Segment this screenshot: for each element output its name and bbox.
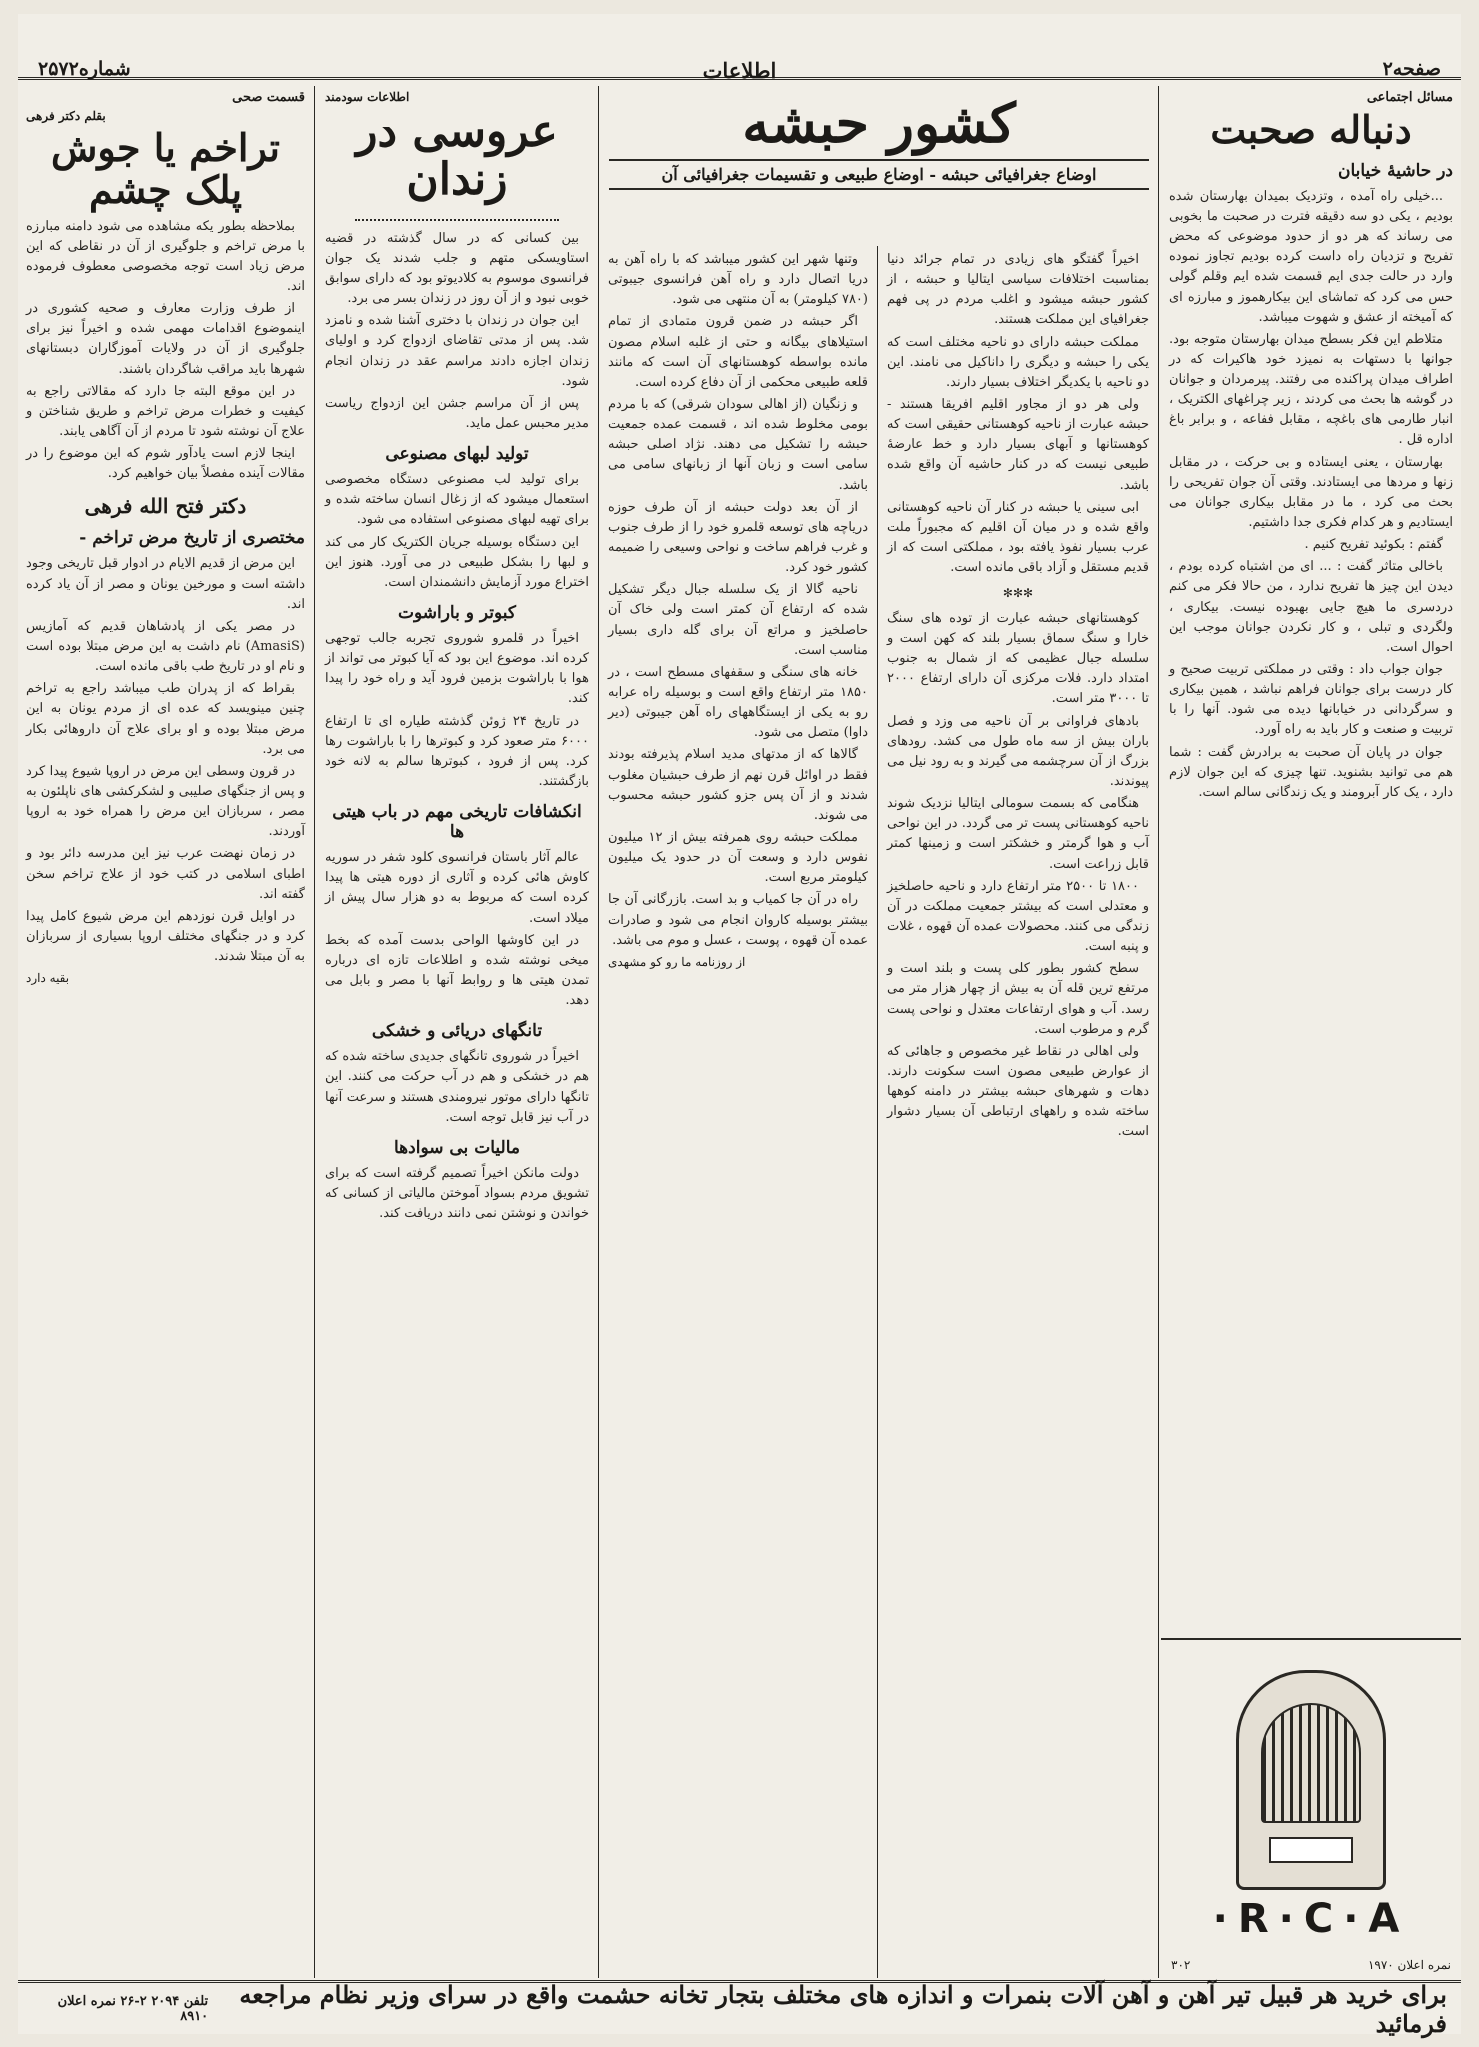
article-body (1169, 187, 1453, 803)
section-kicker: مسائل اجتماعی (1366, 90, 1453, 105)
paragraph: اخیراً در قلمرو شوروی تجربه جالب توجهی کرده اند. موضوع این بود که آیا کبوتر می تواند از هوا با باراشوت بزمین فرود آید و راه خود را پیدا کند. (325, 631, 589, 707)
paragraph: و زنگیان (از اهالی سودان شرقی) که با مردم بومی مخلوط شده اند ، قسمت عمده جمعیت حبشه را تشکیل می دهند. نژاد اصلی حبشه سامی است و زبان آنها از زبانهای سامی می باشد. (608, 396, 868, 493)
paragraph: اینجا لازم است یادآور شوم که این موضوع را در مقالات آینده مفصلاً بیان خواهیم کرد. (26, 446, 305, 482)
paragraph: مملکت حبشه دارای دو ناحیه مختلف است که یکی را حبشه و دیگری را داناکیل می نامند. این دو ناحیه با یکدیگر اختلاف بسیار دارند. (887, 334, 1149, 390)
paragraph: خانه های سنگی و سقفهای مسطح است ، در ۱۸۵۰ متر ارتفاع واقع است و بوسیله راه عرابه رو به یکی از ایستگاههای راه آهن جیبوتی (دیر داوا) متصل می شود. (608, 664, 868, 741)
paragraph: بادهای فراوانی بر آن ناحیه می وزد و فصل باران بیش از سه ماه طول می کشد. رودهای بزرگ از آن سرچشمه می گیرند و به رود نیل می پیوندند. (887, 713, 1149, 789)
paragraph: بقراط که از پدران طب میباشد راجع به تراخم چنین مینویسد که عده ای از مردم یونان به این مرض مبتلا بوده و او برای علاج آن داروهائی بکار می برد. (26, 681, 305, 757)
banner-text: برای خرید هر قبیل تیر آهن و آهن آلات بنمرات و اندازه های مختلف بتجار تخانه حشمت واقع در سرای وزیر نظام مراجعه فرمائید (239, 1979, 1447, 2038)
paragraph: ولی هر دو از مجاور اقلیم افریقا هستند - حبشه عبارت از ناحیه کوهستانی حقیقی است که کوهستانها و آبهای بسیار دارد و خط عارضهٔ طبیعی نیست که در کنار حاشیه آن واقع شده باشد. (887, 396, 1149, 493)
paragraph: ابی سینی یا حبشه در کنار آن ناحیه کوهستانی واقع شده و در میان آن اقلیم که مجبوراً ملت عرب بسیار نفوذ یافته بود ، مملکتی است که از قدیم مستقل و آزاد باقی مانده است. (887, 499, 1149, 576)
section-kicker: اطلاعات سودمند (325, 90, 410, 104)
ad-code: نمره اعلان ۱۹۷۰ (1367, 1958, 1451, 1972)
radio-icon (1236, 1670, 1386, 1890)
paragraph: این دستگاه بوسیله جریان الکتریک کار می کند و لبها را بشکل طبیعی در می آورد. هنوز این اختراع مورد آزمایش دانشمندان است. (325, 534, 589, 590)
paragraph: در تاریخ ۲۴ ژوئن گذشته طیاره ای تا ارتفاع ۶۰۰۰ متر صعود کرد و کبوترها را با باراشوت رها کرد. پس از فرود ، کبوترها سالم به لانه خود بازگشتند. (325, 713, 589, 790)
paragraph: در قرون وسطی این مرض در اروپا شیوع پیدا کرد و پس از جنگهای صلیبی و لشکرکشی های ناپلئون به مصر ، سربازان این مرض را همراه خود به اروپا آوردند. (26, 763, 305, 840)
paragraph: اخیراً گفتگو های زیادی در تمام جرائد دنیا بمناسبت اختلافات سیاسی ایتالیا و حبشه ، از کشور حبشه میشود و اغلب مردم در پی فهم جغرافیای این مملکت هستند. (887, 252, 1149, 328)
column-divider (314, 86, 315, 1978)
article-headline: تراخم یا جوش پلک چشم (50, 125, 280, 212)
paragraph: متلاطم این فکر بسطح میدان بهارستان متوجه بود. جوانها با دستهات به نمیزد خود هاکیرات که در اطراف میدان پراکنده می رفتند. پیرمردان و جوانان در گوشه ها بحث می کردند ، زیر چراغهای الکتریک ، انبار طارمی های باغچه ، مقابل ففاعه ، و برابر باغ اداره قل . (1169, 331, 1453, 448)
paragraph: دولت مانکن اخیراً تصمیم گرفته است که برای تشویق مردم بسواد آموختن مالیاتی از کسانی که خواندن و نوشتن نمی دانند دریافت کند. (325, 1165, 589, 1222)
section-divider: ✻✻✻ (1002, 586, 1034, 601)
article-subhead: مالیات بی سوادها (394, 1137, 520, 1158)
article-subhead: کبوتر و باراشوت (397, 603, 517, 624)
paragraph: بملاحظه بطور یکه مشاهده می شود دامنه مبارزه با مرض تراخم و جلوگیری از آن در نقاطی که این مرض زیاد است توجه مخصوصی معطوف فرموده اند. (26, 218, 305, 295)
ad-brand: R·C·A· (1212, 1896, 1410, 1942)
paragraph: وتنها شهر این کشور میباشد که با راه آهن به دریا اتصال دارد و راه آهن فرانسوی جیبوتی (۷۸۰ کیلومتر) به آن منتهی می شود. (608, 252, 868, 308)
ad-code-secondary: ۳۰۲ (1171, 1958, 1191, 1972)
paragraph: ...خیلی راه آمده ، وتزدیک بمیدان بهارستان شده بودیم ، یکی دو سه دقیقه فترت در صحبت ما بخوبی می رساند که هر دو از حدود موضوعی که محض تفریح و تزدیان راه داست کرده بودیم تجاوز نموده وارد در حالت جدی ایم قسمت شده ایم وقلم گولی حس می کرد که تماشای این بیکارهموز و مبارزه ای که آمیخته از عشق و شهوت میباشد. (1169, 188, 1453, 325)
habasha-header (601, 86, 1157, 246)
paragraph: عالم آثار باستان فرانسوی کلود شفر در سوریه کاوش هائی کرده و آثاری از دوره هیتی ها پیدا کرده است که مربوط به دو هزار سال پیش از میلاد است. (325, 850, 589, 926)
article-headline: کشور حبشه (742, 91, 1016, 155)
paragraph: برای تولید لب مصنوعی دستگاه مخصوصی استعمال میشود که از زغال انسان ساخته شده و برای تهیه لبهای مصنوعی استفاده می شود. (325, 472, 589, 528)
paragraph: باخالی متاثر گفت : ... ای من اشتباه کرده بودم ، دیدن این چیز ها تفریح ندارد ، من حالا فکر می کنم دردسری ما هیچ جایی بهبوده نیست. بیکاری ، ولگردی و تبلی ، و کار نکردن جوانان موجب این احوال است. (1169, 559, 1453, 655)
article-subhead: تولید لبهای مصنوعی (385, 444, 529, 465)
article-subhead: انکشافات تاریخی مهم در باب هیتی ها (332, 802, 582, 843)
masthead (18, 14, 1461, 83)
paragraph: در زمان نهضت عرب نیز این مدرسه دائر بود و اطبای اسلامی در کتب خود از علاج تراخم سخن گفته اند. (26, 846, 305, 902)
paragraph: اخیراً در شوروی تانگهای جدیدی ساخته شده که هم در خشکی و هم در آب حرکت می کنند. این تانگها دارای موتور نیرومندی هستند و سرعت آنها در آب نیز قابل توجه است. (325, 1049, 589, 1125)
column-useful-info (317, 86, 597, 1978)
paragraph: جوان در پایان آن صحبت به برادرش گفت : شما هم می توانید بشنوید. تنها چیزی که این جوان لازم دارد ، یک کار آبرومند و یک زندگانی سالم است. (1169, 744, 1453, 800)
radio-dial (1269, 1837, 1353, 1863)
article-byline: بقلم دکتر فرهی (26, 109, 106, 123)
paragraph: از طرف وزارت معارف و صحیه کشوری در اینموضوع اقدامات مهمی شده و اخیراً نیز برای جلوگیری از آن در ولایات آموزگاران دبستانهای شهرها باید مراقب شاگردان باشند. (26, 301, 305, 377)
paragraph: در این موقع البته جا دارد که مقالاتی راجع به کیفیت و خطرات مرض تراخم و طریق شناختن و علاج آن نوشته شود تا مردم از آن آگاهی یابند. (26, 383, 305, 439)
paragraph: گفتم : بکوئید تفریح کنیم . (1304, 537, 1443, 553)
article-headline: عروسی در زندان (356, 106, 558, 206)
paragraph: در مصر یکی از پادشاهان قدیم که آمازیس (AmasiS) نام داشت به این مرض مبتلا بوده است و نام او در تاریخ طب باقی مانده است. (26, 618, 305, 675)
paragraph: راه در آن جا کمیاب و بد است. بازرگانی آن جا بیشتر بوسیله کاروان انجام می شود و صادرات عمده آن قهوه ، پوست ، عسل و موم می باشد. (608, 892, 868, 948)
article-body (325, 1164, 589, 1224)
paragraph: مملکت حبشه روی همرفته بیش از ۱۲ میلیون نفوس دارد و وسعت آن در حدود یک میلیون کیلومتر مربع است. (608, 829, 868, 886)
paragraph: گالاها که از مدتهای مدید اسلام پذیرفته بودند فقط در اوائل قرن نهم از طرف حبشیان مغلوب شدند و از آن پس جزو کشور حبشه محسوب می شوند. (608, 747, 868, 823)
banner-code: تلفن ۲۰۹۴ ۲-۲۶ نمره اعلان ۸۹۱۰ (57, 1993, 209, 2024)
paragraph: پس از آن مراسم جشن این ازدواج ریاست مدیر محبس عمل ماید. (325, 395, 589, 432)
paragraph: اگر حبشه در ضمن قرون متمادی از تمام استیلاهای بیگانه و حتی از غلبه اسلام مصون مانده بواسطه کوهستانهای آن است که مانند قلعه طبیعی محکمی از آن دفاع کرده است. (608, 314, 868, 390)
paragraph: ناحیه گالا از یک سلسله جبال دیگر تشکیل شده که ارتفاع آن کمتر است ولی خاک آن حاصلخیز و مراتع آن برای گله داری بسیار مناسب است. (608, 582, 868, 658)
page-number: صفحه۲ (1382, 58, 1441, 80)
article-body (325, 848, 589, 1011)
paragraph: این مرض از قدیم الایام در ادوار قبل تاریخی وجود داشته است و مورخین یونان و مصر از آن یاد کرده اند. (26, 556, 305, 612)
article-body (325, 1047, 589, 1128)
column-divider (1158, 86, 1159, 1978)
radio-grille (1261, 1703, 1361, 1823)
article-author: دکتر فتح الله فرهی (84, 494, 247, 519)
paragraph: در اوایل قرن نوزدهم این مرض شیوع کامل پیدا کرد و در جنگهای مختلف اروپا بسیاری از سربازان به آن مبتلا شدند. (26, 908, 305, 965)
paragraph: کوهستانهای حبشه عبارت از توده های سنگ خارا و سنگ سماق بسیار بلند که کهن است و سلسله جبال عظیمی که از شمال به جنوب امتداد دارد. فلات مرکزی آن دارای ارتفاع ۲۰۰۰ تا ۳۰۰۰ متر است. (887, 610, 1149, 707)
column-divider (877, 246, 878, 1978)
column-divider (598, 86, 599, 1978)
article-body (325, 470, 589, 593)
newspaper-title: اطلاعات (702, 58, 777, 83)
article-body (325, 229, 589, 434)
paragraph: در این کاوشها الواحی بدست آمده که بخط میخی نوشته شده و اطلاعات تازه ای درباره تمدن هیتی ها و روابط آنها با مصر و بابل می دهد. (325, 932, 589, 1009)
article-body (887, 250, 1149, 1143)
article-subhead: اوضاع جغرافیائی حبشه - اوضاع طبیعی و تقسیمات جغرافیائی آن (609, 159, 1149, 190)
paragraph: از آن بعد دولت حبشه از آن طرف حوزه دریاچه های توسعه قلمرو خود را از طرف جنوب و غرب فراهم ساخت و نواحی وسیعی را ضمیمه کشور خود کرد. (608, 499, 868, 576)
paragraph: بین کسانی که در سال گذشته در قضیه استاویسکی متهم و جلب شدند یک جوان فرانسوی موسوم به کلادیوتو بود که دارای سوابق خوبی نبود و از آن روز در زندان بسر می برد. (325, 230, 589, 307)
article-subhead: در حاشیهٔ خیابان (1337, 160, 1453, 181)
bottom-advertisement (18, 1979, 1461, 2038)
paragraph: بهارستان ، یعنی ایستاده و بی حرکت ، در مقابل زنها و مردها می ایستادند. وقتی آن جوان تفریحی را بحث می کرد ، ما در مقابل بیکاری جوانان می ایستادیم و هر کدام فکری جدا داشتیم. (1169, 454, 1453, 531)
paragraph: این جوان در زندان با دختری آشنا شده و نامزد شد. پس از مدتی تقاضای ازدواج کرد و اولیای زندان اجازه دادند مراسم عقد در زندان انجام شود. (325, 313, 589, 389)
column-social (1161, 86, 1461, 1978)
continued-note: بقیه دارد (26, 971, 70, 986)
article-subhead: مختصری از تاریخ مرض تراخم - (79, 528, 305, 549)
article-body (325, 629, 589, 792)
article-subhead: تانگهای دریائی و خشکی (371, 1021, 543, 1042)
article-body (26, 217, 305, 485)
column-health (18, 86, 313, 1978)
column-habasha-2 (600, 246, 876, 1978)
newspaper-page (18, 14, 1461, 2038)
rca-advertisement (1161, 1638, 1461, 1978)
section-kicker: قسمت صحی (232, 90, 305, 105)
paragraph: ۱۸۰۰ تا ۲۵۰۰ متر ارتفاع دارد و ناحیه حاصلخیز و معتدلی است که بیشتر جمعیت مملکت در آن زندگی می کنند. محصولات عمده آن قهوه ، غلات و پنبه است. (887, 878, 1149, 955)
ornament-divider (355, 211, 559, 221)
column-habasha-1 (879, 246, 1157, 1978)
paragraph: ولی اهالی در نقاط غیر مخصوص و جاهائی که از عوارض طبیعی مصون است سکونت دارند. دهات و شهرهای حبشه بیشتر در دامنه کوهها ساخته شده و راههای ارتباطی آن بسیار دشوار است. (887, 1043, 1149, 1140)
issue-number: شماره۲۵۷۲ (38, 58, 131, 80)
paragraph: سطح کشور بطور کلی پست و بلند است و مرتفع ترین قله آن به بیش از چهار هزار متر می رسد. آب و هوای ارتفاعات معتدل و نواحی پست گرم و مرطوب است. (887, 961, 1149, 1037)
article-body (608, 250, 868, 951)
article-headline: دنباله صحبت (1210, 107, 1412, 152)
paragraph: جوان جواب داد : وقتی در مملکتی تربیت صحیح و کار درست برای جوانان فراهم نباشد ، همین بیکاری و سرگردانی در خیابانها دیده می شود. آنها را با تربیت و صنعت و کار باید به راه آورد. (1169, 662, 1453, 738)
paragraph: هنگامی که بسمت سومالی ایتالیا نزدیک شوند ناحیه کوهستانی پست تر می گردد. در این نواحی آب و هوا گرمتر و خشکتر است و زمینها کمتر قابل زراعت است. (887, 796, 1149, 872)
article-source: از روزنامه ما رو کو مشهدی (608, 954, 746, 969)
article-body (26, 554, 305, 967)
